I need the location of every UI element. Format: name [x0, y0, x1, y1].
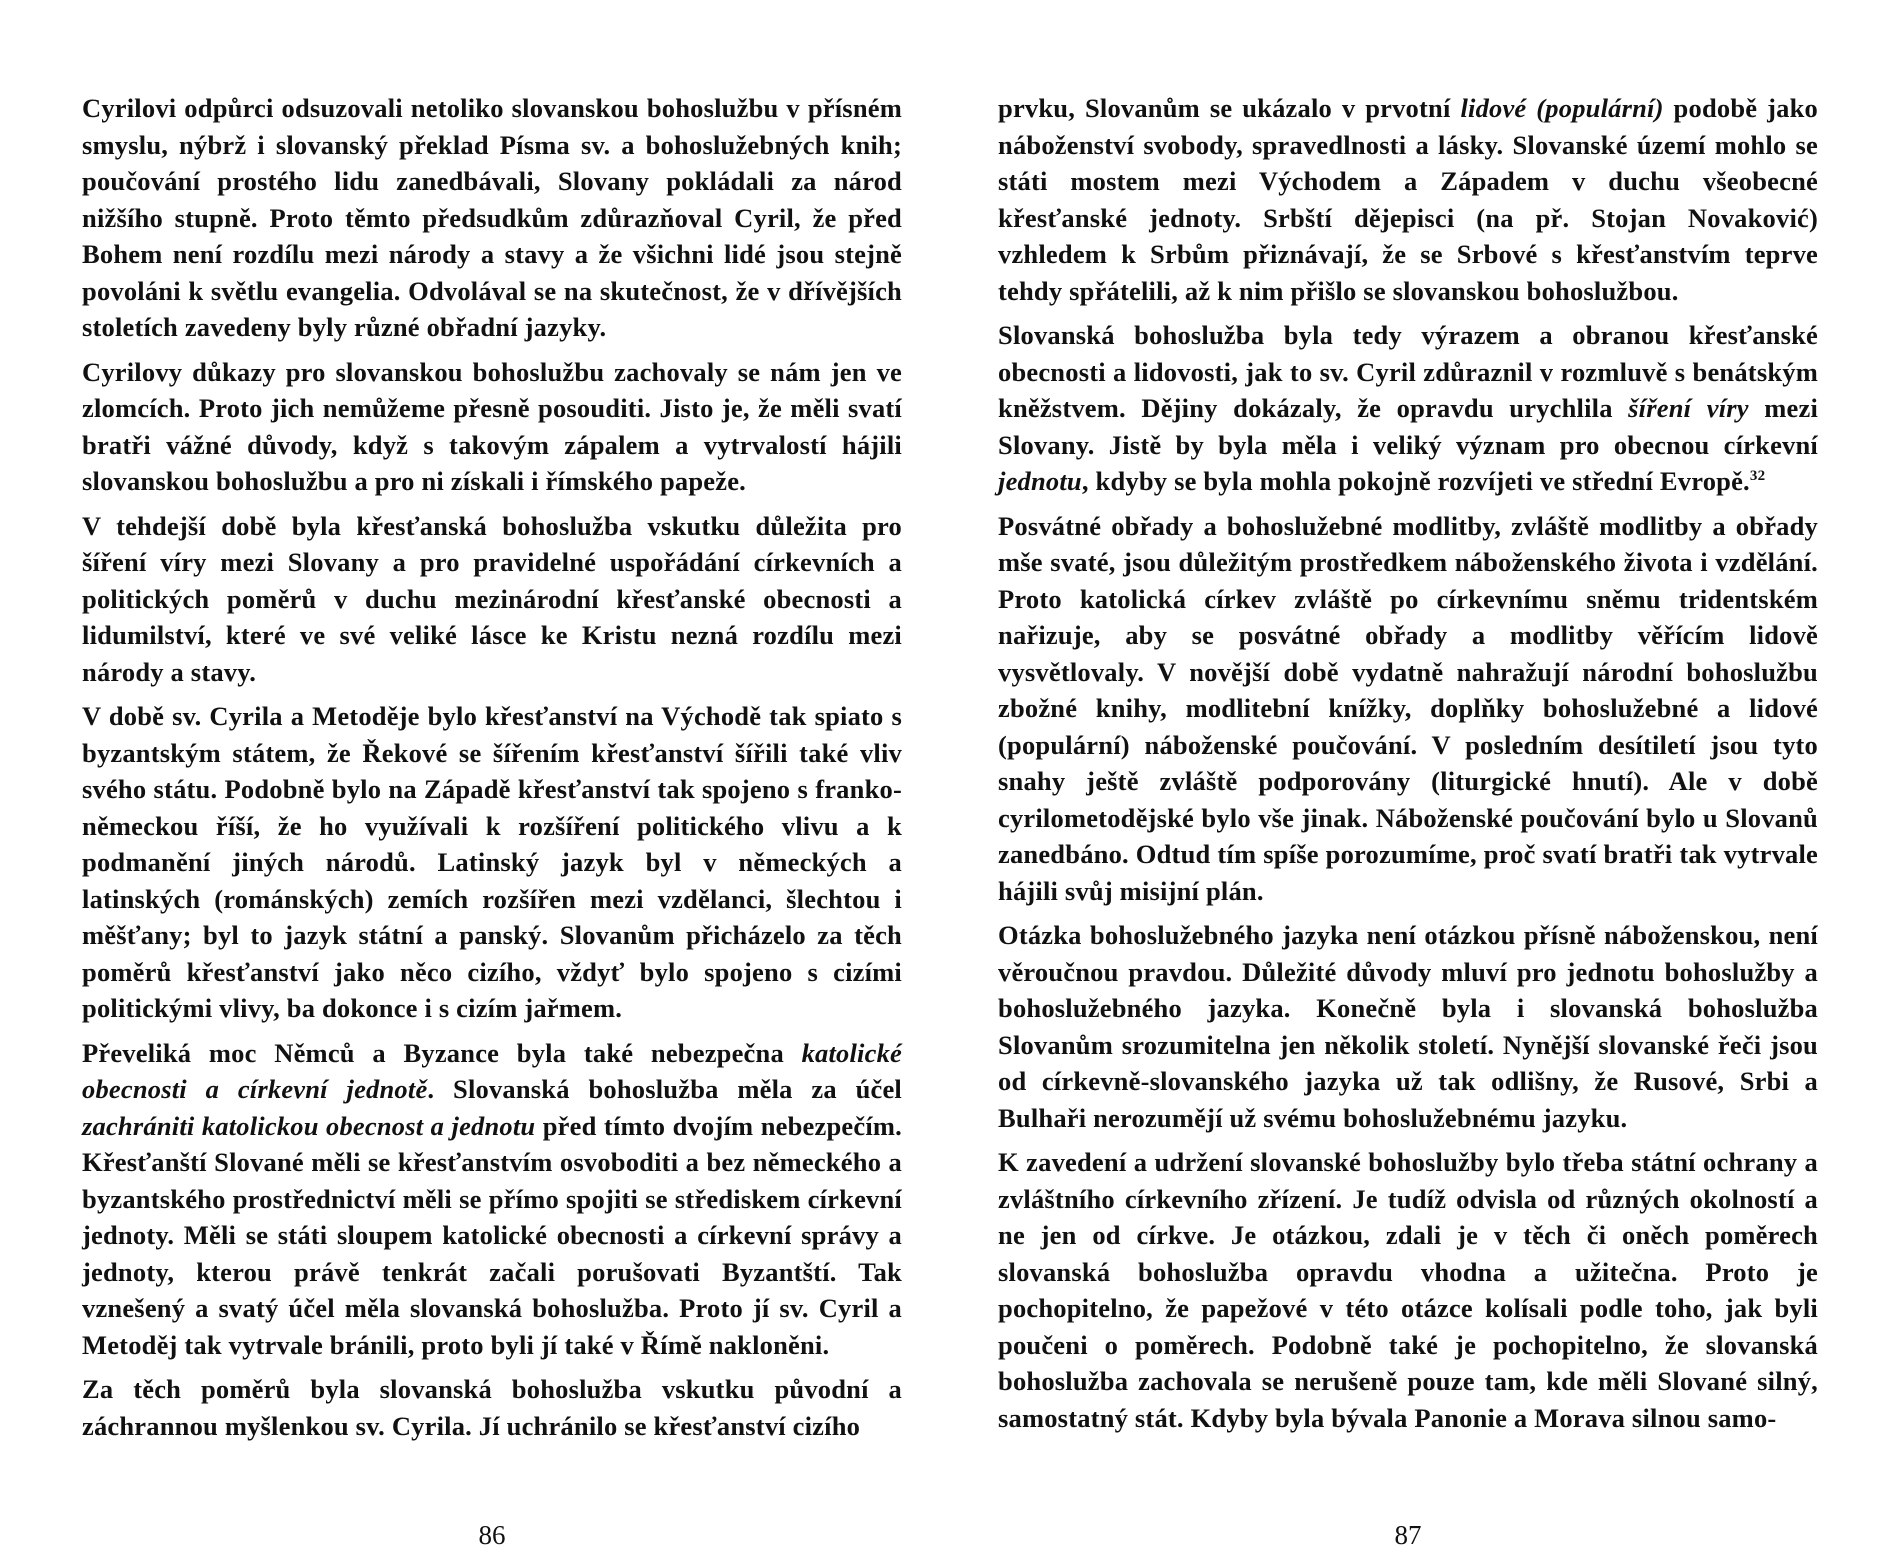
right-page: [998, 90, 1819, 1550]
left-page-text: [82, 90, 902, 1444]
paragraph: [82, 508, 902, 691]
text-run: Cyrilovi odpůrci odsuzovali netoliko slovanskou bohoslužbu v přísném smyslu, nýbrž i slovanský překlad Písma sv. a bohoslužebných knih; poučování prostého lidu zanedbávali, Slovany pokládali za národ nižšího stupně. Proto těmto předsudkům zdůrazňoval Cyril, že před Bohem není rozdílu mezi národy a stavy a že všichni lidé jsou stejně povoláni k světlu evangelia. Odvolával se na skutečnost, že v dřívějších stoletích zavedeny byly různé obřadní jazyky.: [82, 93, 902, 342]
italic-text: jednotu: [998, 466, 1082, 496]
text-run: Převeliká moc Němců a Byzance byla také nebezpečna: [82, 1037, 802, 1068]
paragraph: [82, 90, 902, 346]
text-run: Cyrilovy důkazy pro slovanskou bohoslužbu zachovaly se nám jen ve zlomcích. Proto jich nemůžeme přesně posouditi. Jisto je, že měli svatí bratři vážné důvody, když s takovým zápalem a vytrvalostí hájili slovanskou bohoslužbu a pro ni získali i římského papeže.: [82, 356, 902, 496]
text-run: Za těch poměrů byla slovanská bohoslužba vskutku původní a záchrannou myšlenkou sv. Cyrila. Jí uchránilo se křesťanství cizího: [82, 1374, 902, 1441]
text-run: podobě jako náboženství svobody, spravedlnosti a lásky. Slovanské území mohlo se státi mostem mezi Východem a Západem v duchu všeobecné křesťanské jednoty. Srbští dějepisci (na př. Stojan Novaković) vzhledem k Srbům přiznávají, že se Srbové s křesťanstvím teprve tehdy spřátelili, až k nim přišlo se slovanskou bohoslužbou.: [998, 93, 1818, 306]
right-page-number: 87: [1394, 1520, 1422, 1550]
italic-text: lidové (populární): [1460, 93, 1664, 123]
text-run: mezi Slovany. Jistě by byla měla i veliký význam pro obecnou církevní: [998, 393, 1819, 460]
paragraph: [82, 698, 902, 1027]
left-page: [82, 90, 902, 1550]
text-run: V tehdejší době byla křesťanská bohoslužba vskutku důležita pro šíření víry mezi Slovany a pro pravidelné uspořádání církevních a politických poměrů v duchu mezinárodní křesťanské obecnosti a lidumilství, které ve své veliké lásce ke Kristu nezná rozdílu mezi národy a stavy.: [82, 510, 902, 687]
text-run: K zavedení a udržení slovanské bohoslužby bylo třeba státní ochrany a zvláštního církevního zřízení. Je tudíž odvisla od různých okolností a ne jen od církve. Je otázkou, zdali je v těch či oněch poměrech slovanská bohoslužba opravdu vhodna a užitečna. Proto je pochopitelno, že papežové v této otázce kolísali podle toho, jak byli poučeni o poměrech. Podobně také je pochopitelno, že slovanská bohoslužba zachovala se nerušeně pouze tam, kde měli Slované silný, samostatný stát. Kdyby byla bývala Panonie a Morava silnou samo-: [998, 1147, 1818, 1433]
footnote-reference: 32: [1749, 468, 1766, 485]
italic-text: šíření víry: [1628, 393, 1749, 423]
italic-text: zachrániti katolickou obecnost a jednotu: [82, 1110, 536, 1141]
paragraph: [998, 917, 1818, 1136]
text-run: prvku, Slovanům se ukázalo v prvotní: [998, 93, 1461, 123]
paragraph: [82, 354, 902, 500]
text-run: , kdyby se byla mohla pokojně rozvíjeti ve střední Evropě.: [1081, 466, 1750, 496]
text-run: Posvátné obřady a bohoslužebné modlitby, zvláště modlitby a obřady mše svaté, jsou důležitým prostředkem náboženského života i vzdělání. Proto katolická církev zvláště po církevnímu sněmu tridentském nařizuje, aby se posvátné obřady a modlitby věřícím lidově vysvětlovaly. V novější době vydatně nahražují národní bohoslužbu zbožné knihy, modlitební knížky, doplňky bohoslužebné a lidové (populární) náboženské poučování. V posledním desítiletí jsou tyto snahy ještě zvláště podporovány (liturgické hnutí). Ale v době cyrilometodějské bylo vše jinak. Náboženské poučování bylo u Slovanů zanedbáno. Odtud tím spíše porozumíme, proč svatí bratři tak vytrvale hájili svůj misijní plán.: [998, 510, 1818, 906]
left-page-number: 86: [478, 1520, 506, 1550]
right-page-text: [998, 90, 1818, 1436]
text-run: před tímto dvojím nebezpečím. Křesťanští Slované měli se křesťanstvím osvoboditi a bez německého a byzantského prostřednictví měli se přímo spojiti se střediskem církevní jednoty. Měli se státi sloupem katolické obecnosti a církevní správy a jednoty, kterou právě tenkrát začali porušovati Byzantští. Tak vznešený a svatý účel měla slovanská bohoslužba. Proto jí sv. Cyril a Metoděj tak vytrvale bránili, proto byli jí také v Římě nakloněni.: [82, 1110, 902, 1360]
paragraph: [998, 1144, 1818, 1436]
text-run: . Slovanská bohoslužba měla za účel: [427, 1074, 902, 1104]
text-run: Slovanská bohoslužba byla tedy výrazem a obranou křesťanské obecnosti a lidovosti, jak to sv. Cyril zdůraznil v rozmluvě s benátským kněžstvem. Dějiny dokázaly, že opravdu urychlila: [998, 320, 1818, 423]
paragraph: [82, 1371, 902, 1444]
text-run: Otázka bohoslužebného jazyka není otázkou přísně náboženskou, není věroučnou pravdou. Důležité důvody mluví pro jednotu bohoslužby a bohoslužebného jazyka. Konečně byla i slovanská bohoslužba Slovanům srozumitelna jen několik století. Nynější slovanské řeči jsou od církevně-slovanského jazyka už tak odlišny, že Rusové, Srbi a Bulhaři nerozumějí už svému bohoslužebnému jazyku.: [998, 920, 1818, 1133]
italic-text: katolické obecnosti a církevní jednotě: [82, 1037, 902, 1104]
paragraph: [82, 1035, 902, 1364]
text-run: V době sv. Cyrila a Metoděje bylo křesťanství na Východě tak spiato s byzantským státem, že Řekové se šířením křesťanství šířili také vliv svého státu. Podobně bylo na Západě křesťanství tak spojeno s franko-německou říší, že ho využívali k rozšíření politického vlivu a k podmanění jiných národů. Latinský jazyk byl v německých a latinských (románských) zemích rozšířen mezi vzdělanci, šlechtou i měšťany; byl to jazyk státní a panský. Slovanům přicházelo za těch poměrů křesťanství jako něco cizího, vždyť bylo spojeno s cizími politickými vlivy, ba dokonce i s cizím jařmem.: [82, 701, 902, 1023]
paragraph: [998, 90, 1818, 309]
paragraph: [998, 508, 1818, 910]
paragraph: [998, 317, 1818, 500]
